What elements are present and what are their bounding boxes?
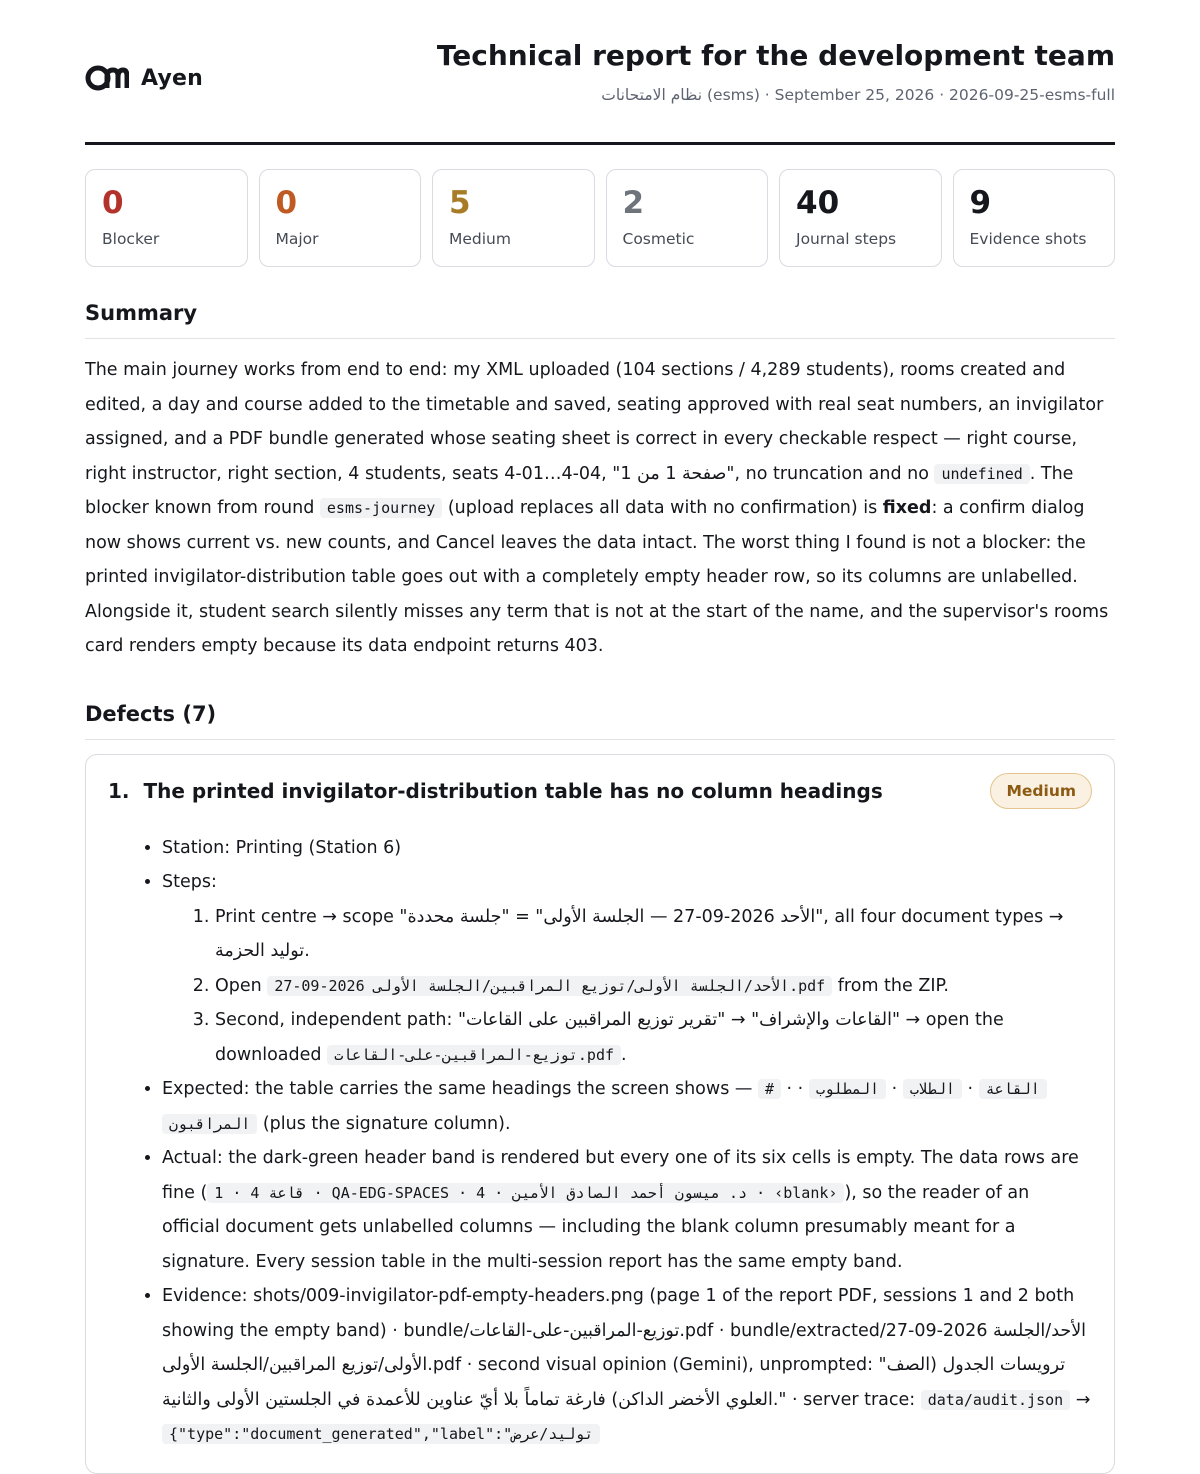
defect-evidence	[162, 1279, 1092, 1452]
stat-label: Evidence shots	[969, 230, 1087, 248]
summary-paragraph	[85, 353, 1115, 664]
stat-card-journal-steps	[779, 169, 942, 267]
severity-badge: Medium	[990, 773, 1092, 809]
defect-number: 1.	[108, 778, 130, 803]
defect-title-text: The printed invigilator-distribution table has no column headings	[143, 778, 883, 803]
separator: ·	[961, 1079, 979, 1099]
stat-value: 5	[449, 185, 471, 221]
inline-code: data/audit.json	[921, 1390, 1070, 1410]
inline-code: {"type":"document_generated","label":"توليد/عرض	[162, 1424, 600, 1444]
report-heading	[437, 38, 1115, 104]
defect-actual	[162, 1141, 1092, 1279]
stat-label: Major	[275, 230, 319, 248]
defect-steps	[162, 865, 1092, 1072]
stat-value: 2	[622, 185, 645, 221]
step-text: Second, independent path: "القاعات والإشراف" → "تقرير توزيع المراقبين على القاعات" → open the downloaded	[215, 1010, 1004, 1065]
report-subtitle: نظام الامتحانات (esms) · September 25, 2026 · 2026-09-25-esms-full	[601, 86, 1115, 104]
stats-row	[85, 169, 1115, 267]
step-text: from the ZIP.	[832, 975, 949, 996]
stat-card-cosmetic	[606, 169, 769, 267]
stat-value: 40	[796, 185, 840, 221]
summary-text: . The blocker known from round	[85, 463, 1074, 518]
actual-text: Actual: the dark-green header band is rendered but every one of its six cells is empty. The data rows are fine (	[162, 1148, 1079, 1203]
evidence-text: Evidence: shots/009-invigilator-pdf-empty-headers.png (page 1 of the report PDF, sessions 1 and 2 both showing the empty band) · bundle/توزيع-المراقبين-على-القاعات.pdf · bundle/extracted/27-09-2026 الأحد/الجلسة الأولى/توزيع المراقبين/الجلسة الأولى.pdf · second visual opinion (Gemini), unprompted: "ترويسات الجدول (الصف العلوي الأخضر الداكن) فارغة تماماً بلا أيّ عناوين للأعمدة في الجلستين الأولى والثانية." · server trace:	[162, 1286, 1087, 1410]
arrow: →	[1070, 1389, 1091, 1410]
step-item: 1. Print centre → scope "الأحد 2026-09-27 — الجلسة الأولى" = "جلسة محددة", all four document types → توليد الحزمة.	[215, 900, 1092, 969]
separator: ·	[780, 1079, 798, 1099]
actual-text: ), so the reader of an official document gets unlabelled columns — including the blank column presumably meant for a signature. Every session table in the multi-session report has the same empty band.	[162, 1182, 1030, 1272]
defect-header	[108, 773, 1092, 809]
defect-details	[108, 831, 1092, 1452]
steps-label: Steps:	[162, 872, 217, 892]
summary-emphasis: fixed	[882, 498, 932, 518]
defect-title	[108, 779, 883, 803]
report-header	[85, 38, 1115, 145]
step-item	[215, 969, 1092, 1004]
defect-expected	[162, 1072, 1092, 1141]
stat-card-evidence-shots	[953, 169, 1116, 267]
step-item	[215, 1003, 1092, 1072]
stat-label: Blocker	[102, 230, 160, 248]
inline-code: 1 · 4 قاعة · QA-EDG-SPACES · 4 · د. ميسون أحمد الصادق الأمين · ‹blank›	[207, 1183, 844, 1203]
stat-label: Medium	[449, 230, 511, 248]
inline-code: المطلوب	[809, 1079, 886, 1099]
report-title: Technical report for the development team	[436, 39, 1115, 72]
defect-station: • Station: Printing (Station 6)	[162, 831, 1092, 866]
summary-text: The main journey works from end to end: my XML uploaded (104 sections / 4,289 students), rooms created and edited, a day and course added to the timetable and saved, seating approved with real seat numbers, an invigilator assigned, and a PDF bundle generated whose seating sheet is correct in every checkable respect — right course, right instructor, right section, 4 students, seats 4-01…4-04, "صفحة 1 من 1", no truncation and no	[85, 360, 1104, 484]
stat-card-medium	[432, 169, 595, 267]
steps-list	[162, 900, 1092, 1073]
stat-label: Journal steps	[796, 230, 897, 248]
report-page	[85, 0, 1115, 1474]
summary-text: (upload replaces all data with no confirmation) is	[442, 498, 883, 518]
expected-text: Expected: the table carries the same headings the screen shows —	[162, 1079, 758, 1099]
inline-code: المراقبون	[162, 1114, 257, 1134]
stat-card-major	[259, 169, 422, 267]
inline-code: undefined	[934, 464, 1029, 484]
inline-code: 27-09-2026 الأحد/الجلسة الأولى/توزيع المراقبين/الجلسة الأولى.pdf	[267, 976, 832, 996]
inline-code: توزيع-المراقبين-على-القاعات.pdf	[327, 1045, 621, 1065]
brand	[85, 64, 203, 92]
ayen-logo-icon	[85, 64, 129, 92]
stat-label: Cosmetic	[622, 230, 695, 248]
step-text: Open	[215, 975, 268, 996]
summary-text: : a confirm dialog now shows current vs. new counts, and Cancel leaves the data intact. The worst thing I found is not a blocker: the printed invigilator-distribution table goes out with a completely empty header row, so its columns are unlabelled. Alongside it, student search silently misses any term that is not at the start of the name, and the supervisor's rooms card renders empty because its data endpoint returns 403.	[85, 498, 1109, 656]
stat-card-blocker	[85, 169, 248, 267]
defect-card	[85, 754, 1115, 1474]
inline-code: القاعة	[979, 1079, 1047, 1099]
separator: ·	[797, 1079, 809, 1099]
stat-value: 0	[102, 185, 124, 221]
defects-heading: Defects (7)	[85, 702, 1115, 740]
stat-value: 9	[969, 185, 992, 221]
separator: ·	[886, 1079, 903, 1099]
brand-name: Ayen	[141, 65, 203, 91]
step-text: .	[621, 1044, 627, 1065]
inline-code: #	[758, 1079, 781, 1099]
stat-value: 0	[275, 185, 298, 221]
expected-text: (plus the signature column).	[257, 1113, 511, 1134]
summary-heading: Summary	[85, 301, 1115, 339]
inline-code: الطلاب	[903, 1079, 962, 1099]
inline-code: esms-journey	[320, 498, 442, 518]
